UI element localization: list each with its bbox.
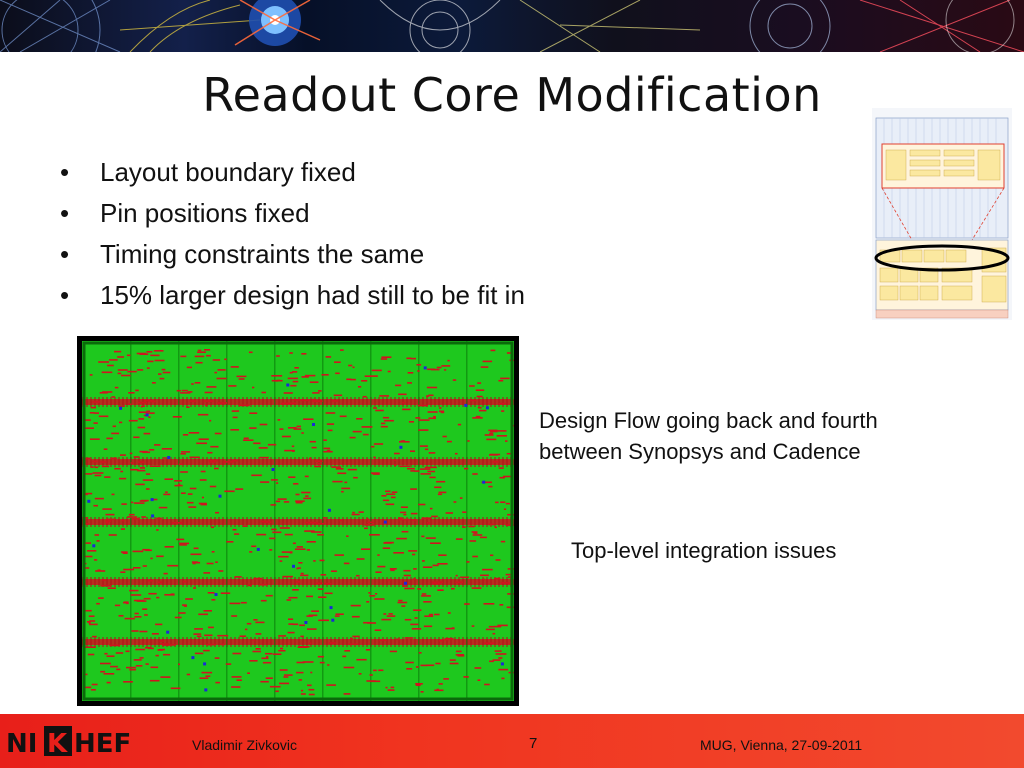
footer-bar — [0, 714, 1024, 768]
top-banner — [0, 0, 1024, 52]
bullet-dot: • — [60, 198, 70, 228]
bullet-text: Pin positions fixed — [100, 198, 310, 228]
particle-event-banner-image — [0, 0, 1024, 52]
floorplan-diagram-image — [872, 108, 1012, 320]
bullet-item — [60, 193, 525, 234]
slide-title: Readout Core Modification — [202, 68, 822, 122]
bullet-dot: • — [60, 239, 70, 269]
logo-text-hef: HEF — [74, 729, 132, 759]
nikhef-logo — [4, 722, 174, 760]
bullet-text: Timing constraints the same — [100, 239, 425, 269]
chip-layout-image — [82, 341, 514, 701]
bullet-dot: • — [60, 280, 70, 310]
bullet-text: Layout boundary fixed — [100, 157, 356, 187]
page-number: 7 — [529, 735, 538, 752]
footer-author: Vladimir Zivkovic — [192, 737, 298, 753]
chip-layout-frame — [77, 336, 519, 706]
bullet-text: 15% larger design had still to be fit in — [100, 280, 525, 310]
bullet-dot: • — [60, 157, 70, 187]
logo-text-k: K — [47, 729, 68, 759]
bullet-item — [60, 152, 525, 193]
integration-note: Top-level integration issues — [571, 538, 837, 563]
logo-text-ni: NI — [6, 729, 38, 759]
footer-event: MUG, Vienna, 27-09-2011 — [700, 737, 863, 753]
bullet-list — [60, 152, 525, 316]
bullet-item — [60, 234, 525, 275]
design-flow-line-1: Design Flow going back and fourth — [539, 408, 878, 433]
design-flow-line-2: between Synopsys and Cadence — [539, 439, 861, 464]
bullet-item — [60, 275, 525, 316]
design-flow-note — [539, 405, 959, 467]
